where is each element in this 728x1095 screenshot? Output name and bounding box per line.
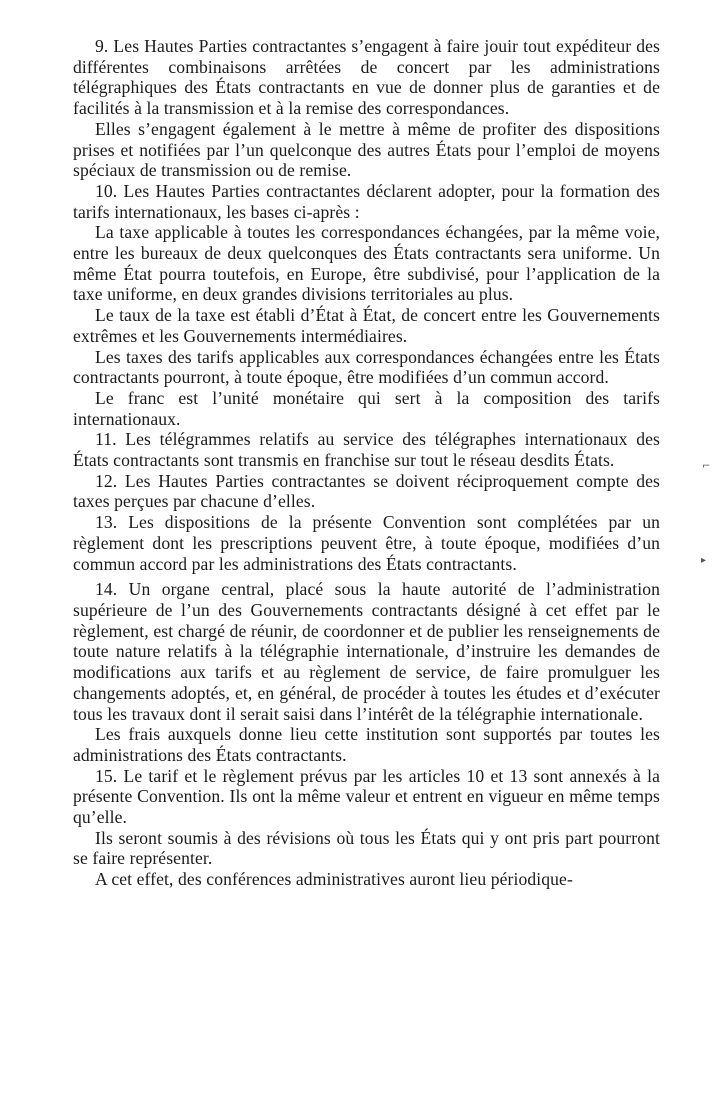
article-14-costs-paragraph: Les frais auxquels donne lieu cette institution sont supportés par toutes les administrations des États contractants. xyxy=(73,724,660,765)
article-9-continuation-paragraph: Elles s’engagent également à le mettre à même de profiter des dispositions prises et notifiées par l’un quelconque des autres États pour l’emploi de moyens spéciaux de transmission ou de remise. xyxy=(73,118,660,181)
document-body xyxy=(73,36,660,890)
article-10-paragraph: 10. Les Hautes Parties contractantes déclarent adopter, pour la formation des tarifs internationaux, les bases ci-après : xyxy=(73,180,660,222)
article-9-paragraph: 9. Les Hautes Parties contractantes s’engagent à faire jouir tout expéditeur des différentes combinaisons arrêtées de concert par les administrations télégraphiques des États contractants en vue de donner plus de garanties et de facilités à la transmission et à la remise des correspondances. xyxy=(73,36,660,119)
article-10-modification-paragraph: Les taxes des tarifs applicables aux correspondances échangées entre les États contractants pourront, à toute époque, être modifiées d’un commun accord. xyxy=(73,346,660,388)
article-10-rate-paragraph: Le taux de la taxe est établi d’État à État, de concert entre les Gouvernements extrêmes et les Gouvernements intermédiaires. xyxy=(73,305,660,346)
article-10-currency-paragraph: Le franc est l’unité monétaire qui sert à la composition des tarifs internationaux. xyxy=(73,387,660,429)
article-15-paragraph: 15. Le tarif et le règlement prévus par les articles 10 et 13 sont annexés à la présente Convention. Ils ont la même valeur et entrent en vigueur en même temps qu’elle. xyxy=(73,765,660,828)
article-12-paragraph: 12. Les Hautes Parties contractantes se doivent réciproquement compte des taxes perçues par chacune d’elles. xyxy=(73,470,660,512)
article-15-conferences-paragraph: A cet effet, des conférences administratives auront lieu périodique- xyxy=(95,869,573,890)
margin-tick-mark: ⌐ xyxy=(702,461,711,472)
article-10-uniform-tax-paragraph: La taxe applicable à toutes les correspondances échangées, par la même voie, entre les bureaux de deux quelconques des États contractants sera uniforme. Un même État pourra toutefois, en Europe, être subdivisé, pour l’application de la taxe uniforme, en deux grandes divisions territoriales au plus. xyxy=(73,222,660,305)
margin-arrow-mark: ▸ xyxy=(701,555,707,566)
article-14-paragraph: 14. Un organe central, placé sous la haute autorité de l’administration supérieure de l’un des Gouvernements contractants désigné à cet effet par le règlement, est chargé de réunir, de coordonner et de publier les renseignements de toute nature relatifs à la télégraphie internationale, d’instruire les demandes de modifications aux tarifs et au règlement de service, de faire promulguer les changements adoptés, et, en général, de procéder à toutes les études et d’exécuter tous les travaux dont il serait saisi dans l’intérêt de la télégraphie internationale. xyxy=(73,579,660,724)
article-11-paragraph: 11. Les télégrammes relatifs au service des télégraphes internationaux des États contractants sont transmis en franchise sur tout le réseau desdits États. xyxy=(73,429,660,471)
article-15-revisions-paragraph: Ils seront soumis à des révisions où tous les États qui y ont pris part pourront se faire représenter. xyxy=(73,827,660,869)
article-13-paragraph: 13. Les dispositions de la présente Convention sont complétées par un règlement dont les prescriptions peuvent être, à toute époque, modifiées d’un commun accord par les administrations des États contractants. xyxy=(73,512,660,574)
